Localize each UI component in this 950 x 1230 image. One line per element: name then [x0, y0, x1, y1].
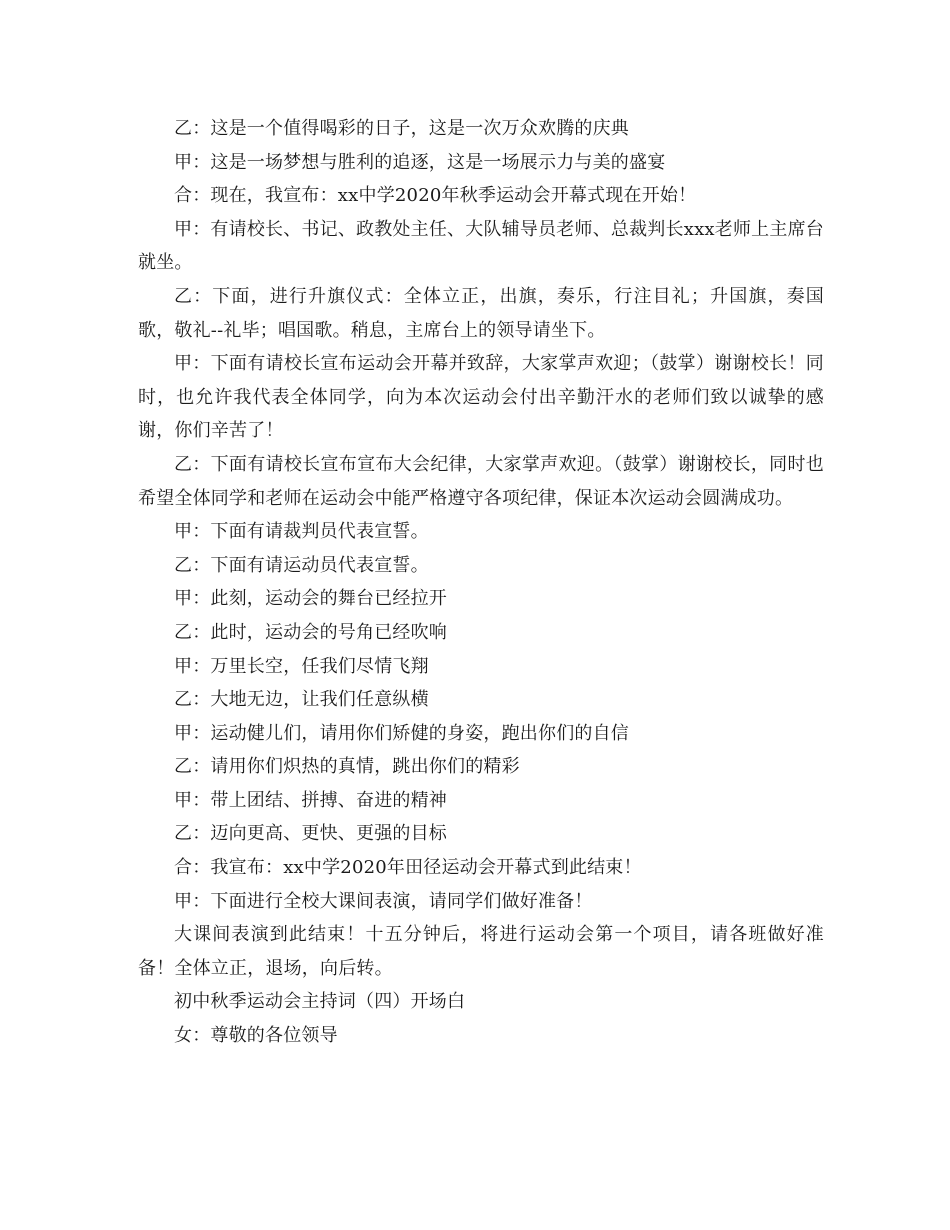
- paragraph-11: 乙：此时，运动会的号角已经吹响: [174, 621, 447, 643]
- paragraph-8: 甲：下面有请裁判员代表宣誓。: [174, 521, 429, 543]
- paragraph-12: 甲：万里长空，任我们尽情飞翔: [174, 655, 429, 677]
- paragraph-21: 初中秋季运动会主持词（四）开场白: [174, 991, 466, 1013]
- paragraph-17: 乙：迈向更高、更快、更强的目标: [174, 823, 447, 845]
- paragraph-2: 甲：这是一场梦想与胜利的追逐，这是一场展示力与美的盛宴: [174, 151, 666, 173]
- paragraph-9: 乙：下面有请运动员代表宣誓。: [174, 554, 429, 576]
- document-body: [138, 112, 824, 1053]
- paragraph-16: 甲：带上团结、拼搏、奋进的精神: [174, 789, 447, 811]
- paragraph-5: 乙：下面，进行升旗仪式：全体立正，出旗，奏乐，行注目礼；升国旗，奏国歌，敬礼--礼毕；唱国歌。稍息，主席台上的领导请坐下。: [138, 285, 824, 341]
- paragraph-10: 甲：此刻，运动会的舞台已经拉开: [174, 588, 447, 610]
- paragraph-1: 乙：这是一个值得喝彩的日子，这是一次万众欢腾的庆典: [174, 118, 629, 139]
- paragraph-19: 甲：下面进行全校大课间表演，请同学们做好准备！: [174, 890, 593, 912]
- paragraph-18: 合：我宣布：xx中学2020年田径运动会开幕式到此结束！: [174, 857, 642, 879]
- paragraph-14: 甲：运动健儿们，请用你们矫健的身姿，跑出你们的自信: [174, 722, 629, 744]
- paragraph-20: 大课间表演到此结束！十五分钟后，将进行运动会第一个项目，请各班做好准备！全体立正，退场，向后转。: [138, 924, 824, 979]
- paragraph-22: 女：尊敬的各位领导: [174, 1025, 338, 1047]
- paragraph-15: 乙：请用你们炽热的真情，跳出你们的精彩: [174, 756, 520, 778]
- paragraph-13: 乙：大地无边，让我们任意纵横: [174, 689, 429, 711]
- paragraph-4: 甲：有请校长、书记、政教处主任、大队辅导员老师、总裁判长xxx老师上主席台就坐。: [138, 218, 824, 274]
- paragraph-7: 乙：下面有请校长宣布宣布大会纪律，大家掌声欢迎。（鼓掌）谢谢校长，同时也希望全体同学和老师在运动会中能严格遵守各项纪律，保证本次运动会圆满成功。: [138, 453, 824, 509]
- paragraph-6: 甲：下面有请校长宣布运动会开幕并致辞，大家掌声欢迎；（鼓掌）谢谢校长！同时，也允许我代表全体同学，向为本次运动会付出辛勤汗水的老师们致以诚挚的感谢，你们辛苦了！: [138, 353, 824, 442]
- paragraph-3: 合：现在，我宣布：xx中学2020年秋季运动会开幕式现在开始！: [174, 185, 697, 207]
